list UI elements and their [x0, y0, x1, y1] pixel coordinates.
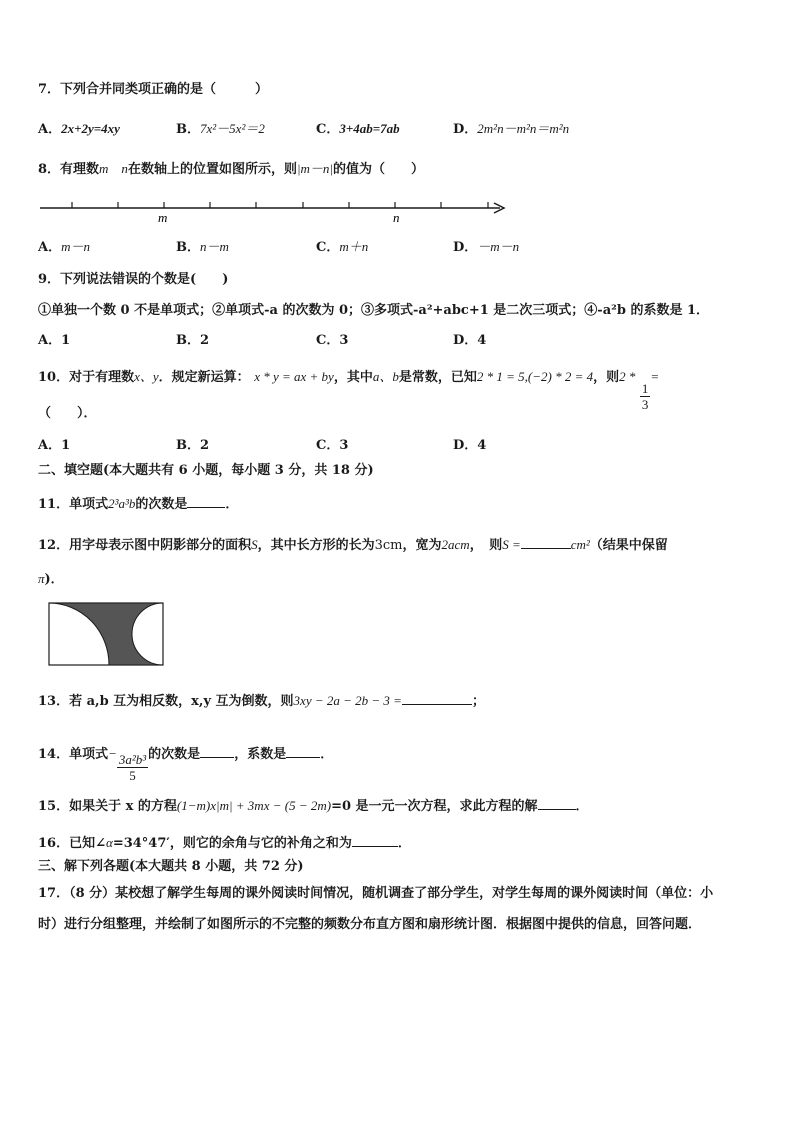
axis-label-m: m	[158, 210, 168, 225]
axis-label-n: n	[393, 210, 400, 225]
q9-statements: ①单独一个数 0 不是单项式；②单项式-a 的次数为 0；③多项式-a²+abc+1 是二次三项式；④-a²b 的系数是 1．	[38, 303, 710, 318]
q7-option-a: A．2x+2y=4xy	[38, 121, 120, 137]
q17-line1: 17．（8 分）某校想了解学生每周的课外阅读时间情况，随机调查了部分学生，对学生每周的课外阅读时间（单位：小	[38, 886, 714, 901]
q10-line2: （ ）．	[38, 406, 97, 421]
q11-answer-blank[interactable]	[187, 494, 225, 508]
q12-line2: π)．	[38, 571, 64, 587]
q12: 12．用字母表示图中阴影部分的面积S，其中长方形的长为3cm，宽为2acm， 则S = cm²（结果中保留	[38, 537, 668, 553]
q10-option-b: B．2	[176, 438, 210, 453]
q11: 11．单项式2³a³b的次数是 ．	[38, 496, 239, 512]
section-3-heading: 三、解下列各题(本大题共 8 小题，共 72 分)	[38, 859, 304, 874]
q10-option-a: A．1	[38, 438, 71, 453]
q10-option-d: D．4	[453, 438, 487, 453]
q15: 15．如果关于 x 的方程(1−m)x|m| + 3mx − (5 − 2m)=0 是一元一次方程，求此方程的解 ．	[38, 798, 589, 814]
q7-stem: 7．下列合并同类项正确的是（ ）	[38, 82, 269, 97]
q9-stem: 9．下列说法错误的个数是( )	[38, 272, 229, 287]
q7-option-d: D．2m²n－m²n＝m²n	[453, 121, 570, 137]
q13: 13．若 a,b 互为相反数，x,y 互为倒数，则3xy − 2a − 2b − 3 = ；	[38, 693, 485, 709]
shaded-rectangle-figure	[48, 602, 166, 668]
q15-answer-blank[interactable]	[538, 796, 576, 810]
q7-option-c: C．3+4ab=7ab	[316, 121, 400, 137]
q14-fraction: $\frac{\text{3a²b³}}{5}$	[118, 752, 147, 783]
q12-answer-blank[interactable]	[521, 535, 571, 549]
q14-coefficient-blank[interactable]	[286, 744, 320, 758]
q8-option-b: B．n－m	[176, 239, 229, 255]
q13-answer-blank[interactable]	[402, 691, 472, 705]
q8-option-c: C．m＋n	[316, 239, 369, 255]
q10-fraction: $\frac{1}{3}$	[641, 381, 649, 412]
q9-option-c: C．3	[316, 333, 349, 348]
q16: 16．已知∠α=34°47′，则它的余角与它的补角之和为 ．	[38, 835, 411, 851]
q14: 14．单项式− $\frac{\text{3a²b³}}{5}$ 的次数是 ，系数是 ．	[38, 746, 334, 783]
q10-stem: 10．对于有理数x、y．规定新运算： x * y = ax + by，其中a、b是常数，已知2 * 1 = 5,(−2) * 2 = 4，则2 * $\frac{1}{3}$ =	[38, 369, 660, 412]
q17-line2: 时）进行分组整理，并绘制了如图所示的不完整的频数分布直方图和扇形统计图．根据图中提供的信息，回答问题．	[38, 917, 702, 932]
q16-answer-blank[interactable]	[352, 833, 398, 847]
section-2-heading: 二、填空题(本大题共有 6 小题，每小题 3 分，共 18 分)	[38, 463, 374, 478]
q7-option-b: B．7x²－5x²＝2	[176, 121, 265, 137]
q9-option-b: B．2	[176, 333, 210, 348]
q8-option-d: D．－m－n	[453, 239, 520, 255]
q8-stem: 8．有理数m n在数轴上的位置如图所示，则|m－n|的值为（ ）	[38, 161, 425, 177]
q14-degree-blank[interactable]	[200, 744, 234, 758]
q9-option-d: D．4	[453, 333, 487, 348]
number-line	[38, 196, 518, 226]
q10-option-c: C．3	[316, 438, 349, 453]
q8-option-a: A．m－n	[38, 239, 90, 255]
q9-option-a: A．1	[38, 333, 71, 348]
